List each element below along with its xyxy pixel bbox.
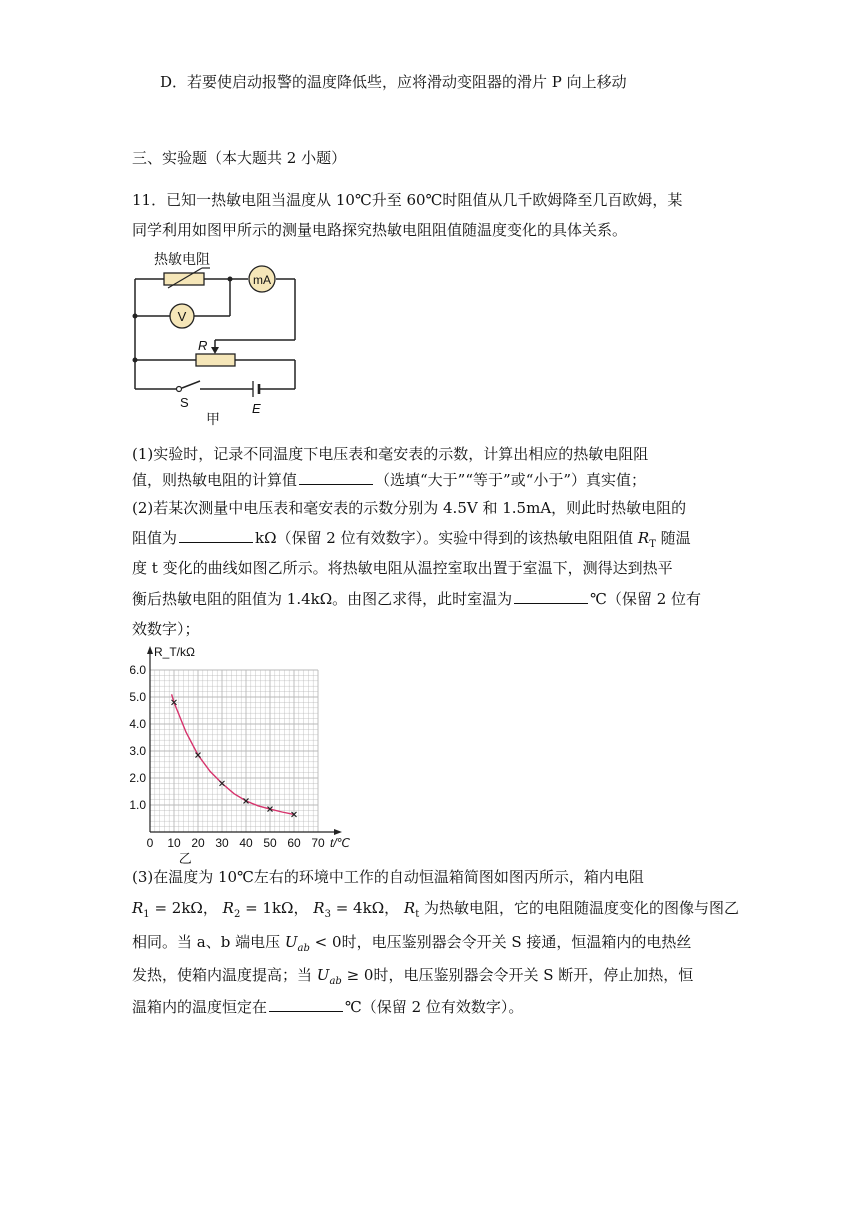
part3-text-c: 时，电压鉴别器会令开关 S 接通，恒温箱内的电热丝	[341, 933, 692, 951]
r2-formula: $R_2 = 1k\Omega$，	[222, 899, 309, 920]
r3-formula: $R_3 = 4k\Omega$，	[313, 899, 400, 920]
voltmeter-label: V	[177, 309, 187, 324]
part1-line2	[132, 470, 646, 490]
part3-text-a: 为热敏电阻，它的电阻随温度变化的图像与图乙	[424, 899, 740, 917]
part3-text-d: 发热，使箱内温度提高；当	[132, 966, 313, 984]
y-axis-label: R_T/kΩ	[154, 645, 195, 659]
circuit-caption: 甲	[206, 411, 220, 426]
part3-line5	[132, 997, 523, 1017]
y-tick-label: 5.0	[129, 690, 146, 704]
battery-label: E	[252, 401, 261, 416]
milliammeter-label: mA	[253, 273, 271, 287]
answer-blank-3[interactable]	[514, 589, 588, 604]
circuit-diagram	[120, 246, 310, 426]
part2-line5: 效数字）；	[132, 620, 200, 638]
y-tick-label: 1.0	[129, 798, 146, 812]
rheostat-label: R	[198, 338, 208, 353]
part2-line3: 度 t 变化的曲线如图乙所示。将热敏电阻从温控室取出置于室温下，测得达到热平	[132, 559, 673, 577]
part2-text-a: 阻值为	[132, 529, 178, 547]
part1-text-a: 值，则热敏电阻的计算值	[132, 471, 298, 489]
x-tick-label: 60	[287, 836, 301, 850]
x-axis-arrow	[334, 829, 342, 835]
chart-caption: 乙	[178, 851, 192, 864]
part3-text-e: 时，电压鉴别器会令开关 S 断开，停止加热，恒	[373, 966, 694, 984]
part3-line2	[132, 898, 739, 925]
y-tick-label: 4.0	[129, 717, 146, 731]
x-tick-label: 50	[263, 836, 277, 850]
answer-blank-2[interactable]	[179, 528, 253, 543]
y-tick-label: 6.0	[129, 663, 146, 677]
x-tick-label: 0	[146, 836, 154, 850]
q11-intro-line1: 11．已知一热敏电阻当温度从 10℃升至 60℃时阻值从几千欧姆降至几百欧姆，某	[132, 191, 683, 209]
q11-intro-line2: 同学利用如图甲所示的测量电路探究热敏电阻阻值随温度变化的具体关系。	[132, 221, 628, 239]
part2-text-b: kΩ（保留 2 位有效数字）。实验中得到的该热敏电阻阻值	[255, 529, 634, 547]
switch-label: S	[180, 395, 189, 410]
x-tick-label: 30	[215, 836, 229, 850]
x-tick-label: 20	[191, 836, 205, 850]
part3-text-f: 温箱内的温度恒定在	[132, 998, 268, 1016]
part3-text-g: ℃（保留 2 位有效数字）。	[345, 998, 524, 1016]
y-axis-arrow	[147, 646, 153, 654]
answer-blank-4[interactable]	[269, 997, 343, 1012]
rt-formula: $R_t$	[403, 899, 420, 920]
x-tick-label: 10	[167, 836, 181, 850]
uab-lt-zero: $U_{ab} < 0$	[284, 933, 342, 954]
part2-text-d: 衡后热敏电阻的阻值为 1.4kΩ。由图乙求得，此时室温为	[132, 590, 513, 608]
rt-symbol: R	[637, 529, 650, 547]
part1-text-b: （选填“大于”“等于”或“小于”）真实值；	[375, 471, 647, 489]
y-tick-label: 2.0	[129, 771, 146, 785]
part3-text-b: 相同。当 a、b 端电压	[132, 933, 281, 951]
fit-curve	[172, 694, 294, 814]
r1-formula: $R_1 = 2k\Omega$，	[132, 899, 218, 920]
uab-ge-zero: $U_{ab} \ge 0$	[316, 966, 374, 987]
thermistor-label: 热敏电阻	[154, 251, 210, 267]
part1-line1: (1)实验时，记录不同温度下电压表和毫安表的示数，计算出相应的热敏电阻阻	[132, 445, 649, 463]
part3-line3	[132, 932, 691, 959]
x-axis-label: t/℃	[330, 836, 351, 850]
part2-line2: 阻值为 kΩ（保留 2 位有效数字）。实验中得到的该热敏电阻阻值 $R_T$ 随温	[132, 529, 691, 550]
y-tick-label: 3.0	[129, 744, 146, 758]
answer-blank-1[interactable]	[299, 470, 373, 485]
rt-temperature-chart	[120, 642, 360, 864]
part2-text-c: 随温	[660, 529, 691, 547]
part3-line1: (3)在温度为 10℃左右的环境中工作的自动恒温箱简图如图丙所示，箱内电阻	[132, 868, 644, 886]
x-tick-label: 40	[239, 836, 253, 850]
section-header: 三、实验题（本大题共 2 小题）	[132, 149, 347, 167]
part2-text-e: ℃（保留 2 位有	[590, 590, 702, 608]
part3-line4	[132, 965, 693, 992]
part2-line1: (2)若某次测量中电压表和毫安表的示数分别为 4.5V 和 1.5mA，则此时热敏电阻的	[132, 499, 687, 517]
part2-line4	[132, 589, 701, 609]
rheostat	[196, 354, 235, 366]
option-d: D．若要使启动报警的温度降低些，应将滑动变阻器的滑片 P 向上移动	[160, 73, 627, 91]
switch	[177, 387, 182, 392]
x-tick-label: 70	[311, 836, 325, 850]
